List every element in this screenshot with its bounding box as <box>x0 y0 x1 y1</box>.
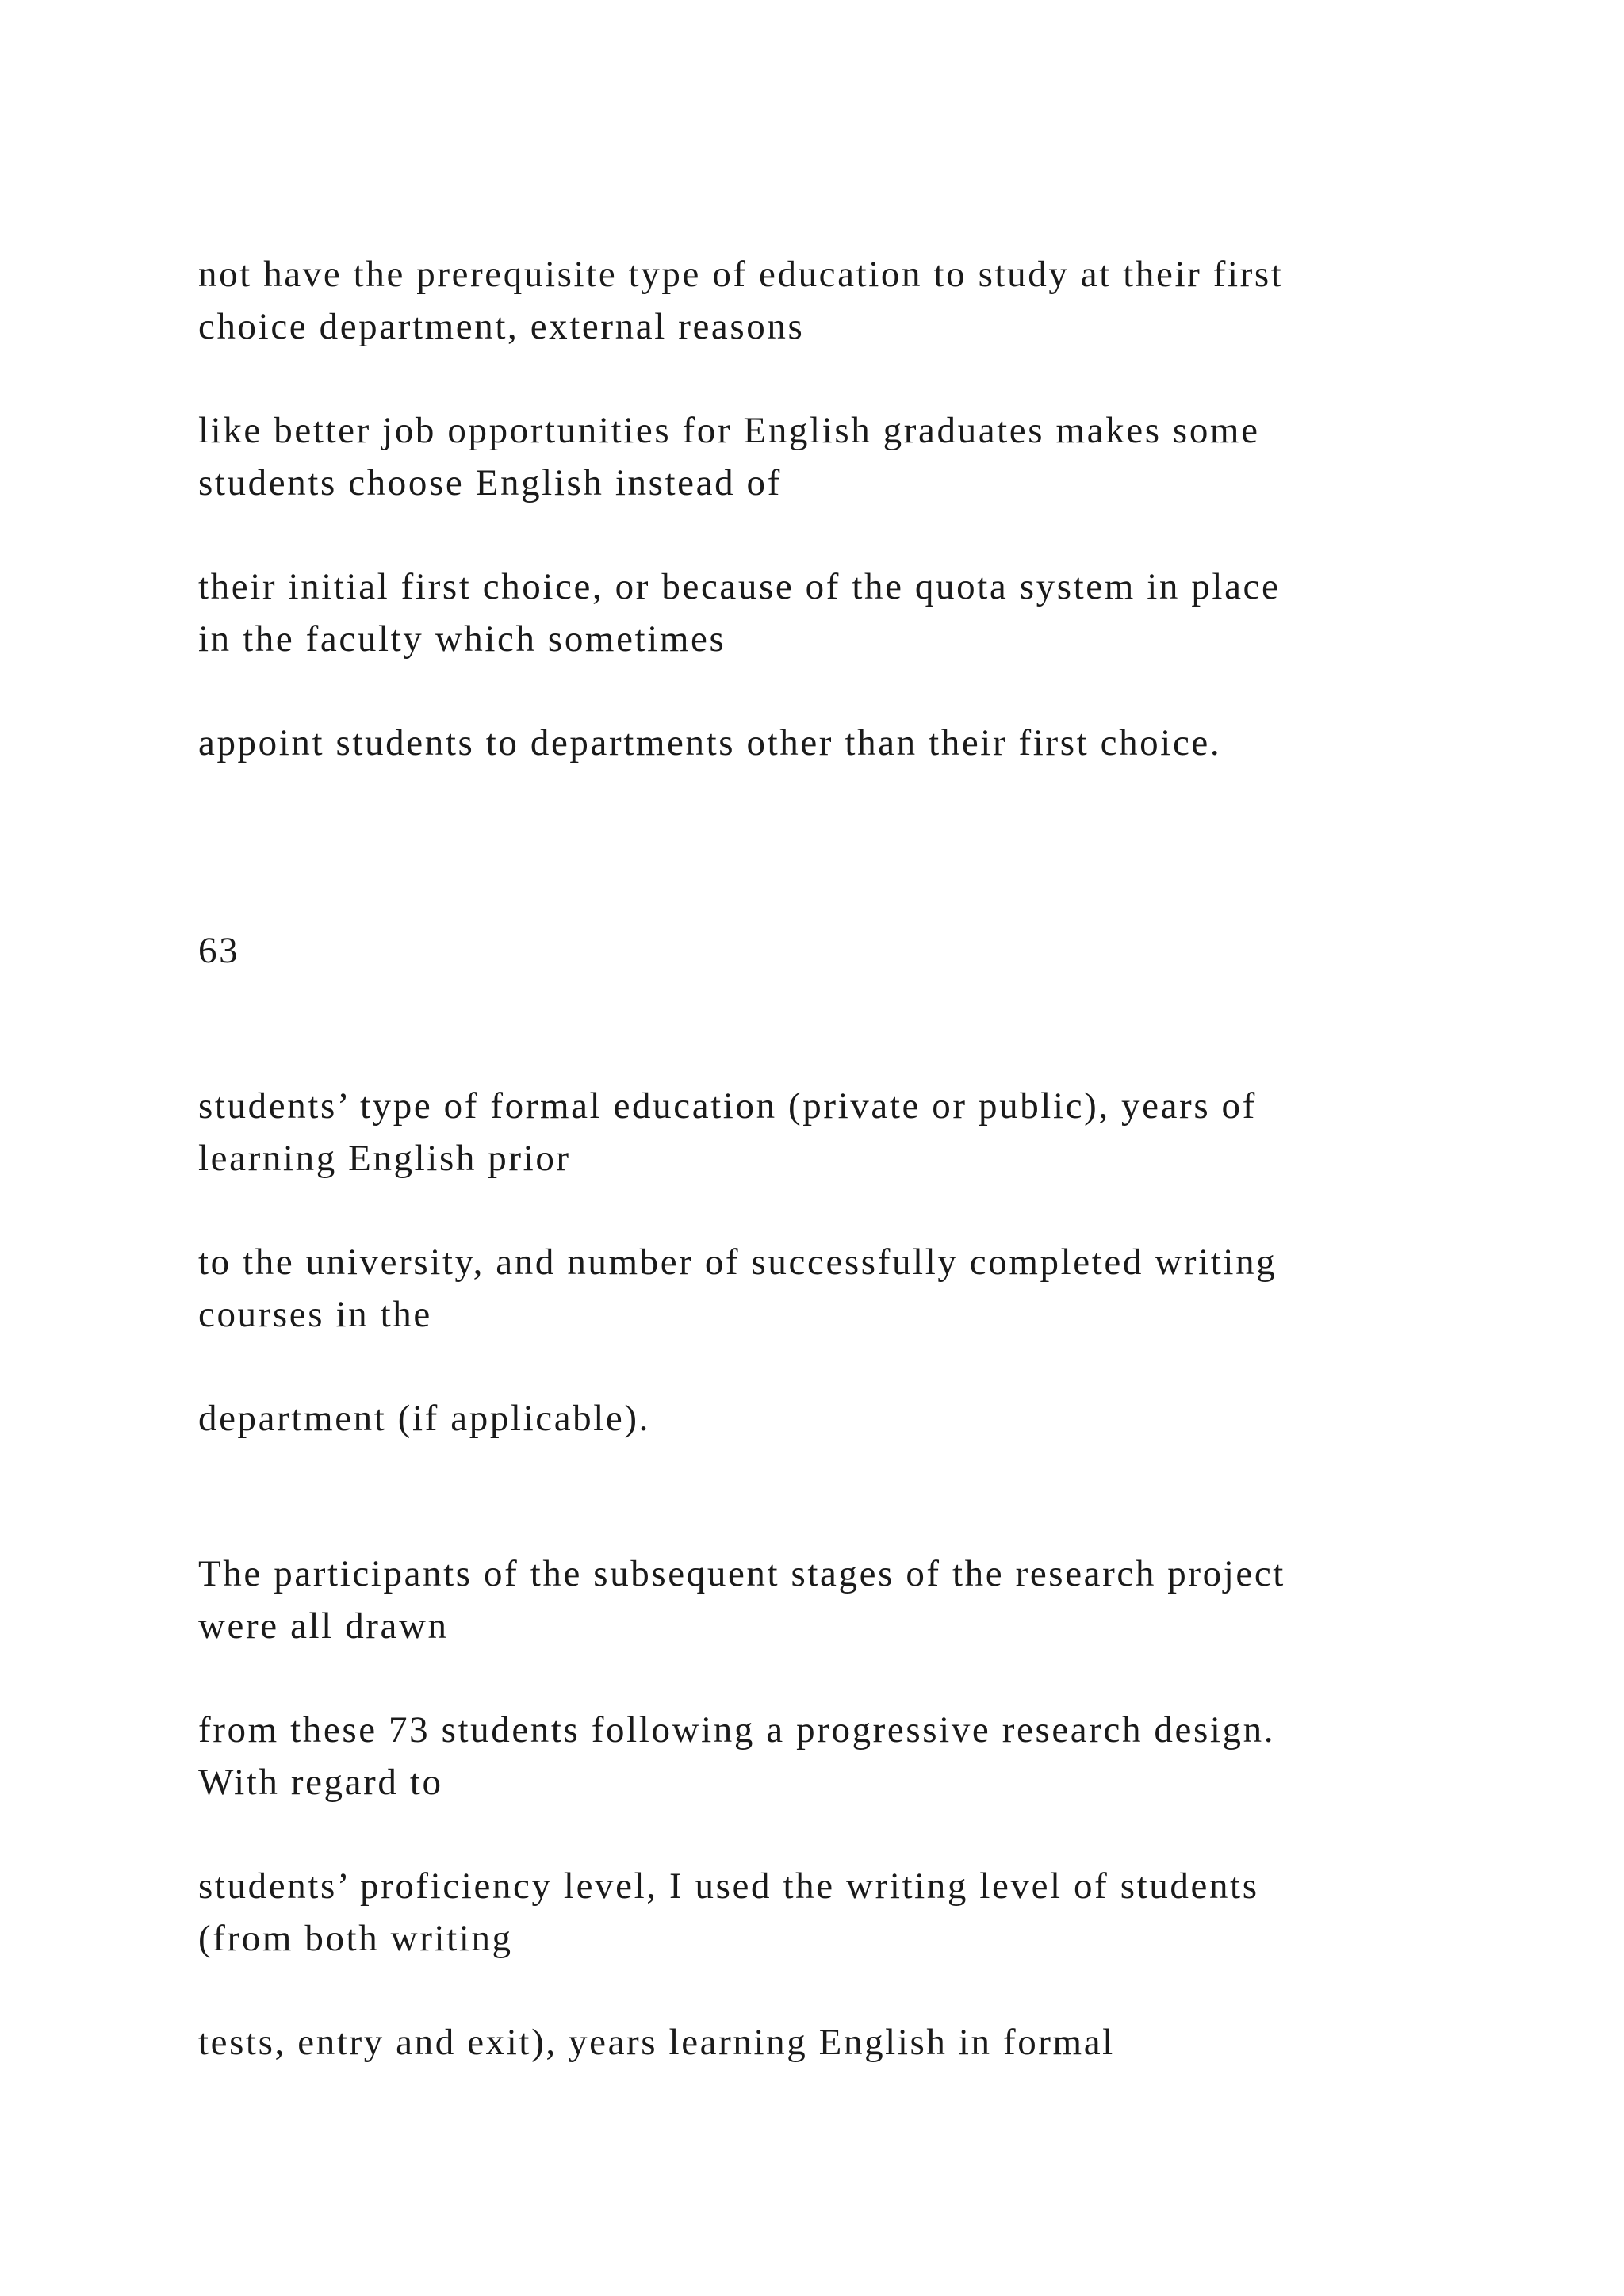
paragraph <box>198 1080 1507 1184</box>
text-line: students’ proficiency level, I used the writing level of students <box>198 1866 1259 1907</box>
paragraph <box>198 561 1507 665</box>
paragraph <box>198 2016 1507 2068</box>
text-line: from these 73 students following a progressive research design. <box>198 1709 1276 1751</box>
text-line: like better job opportunities for English graduates makes some <box>198 410 1260 451</box>
text-line: appoint students to departments other than their first choice. <box>198 722 1222 763</box>
text-line: students’ type of formal education (private or public), years of <box>198 1085 1257 1127</box>
text-line: The participants of the subsequent stages of the research project <box>198 1553 1285 1594</box>
paragraph <box>198 1236 1507 1341</box>
page-number <box>198 924 1507 977</box>
text-line: to the university, and number of successfully completed writing <box>198 1242 1277 1283</box>
text-line: were all drawn <box>198 1605 449 1647</box>
text-line: choice department, external reasons <box>198 306 805 347</box>
page-number-text: 63 <box>198 930 240 971</box>
text-line: (from both writing <box>198 1918 513 1959</box>
text-line: With regard to <box>198 1762 443 1803</box>
text-line: courses in the <box>198 1294 432 1335</box>
paragraph <box>198 1548 1507 1652</box>
paragraph <box>198 404 1507 509</box>
text-line: tests, entry and exit), years learning English in formal <box>198 2022 1115 2063</box>
paragraph <box>198 248 1507 353</box>
text-line: department (if applicable). <box>198 1398 650 1439</box>
paragraph <box>198 1860 1507 1965</box>
paragraph <box>198 717 1507 769</box>
text-line: students choose English instead of <box>198 462 782 503</box>
text-line: their initial first choice, or because of the quota system in place <box>198 566 1281 607</box>
paragraph <box>198 1704 1507 1808</box>
paragraph <box>198 1392 1507 1445</box>
text-line: learning English prior <box>198 1138 571 1179</box>
text-line: not have the prerequisite type of education to study at their first <box>198 254 1284 295</box>
text-line: in the faculty which sometimes <box>198 618 726 660</box>
